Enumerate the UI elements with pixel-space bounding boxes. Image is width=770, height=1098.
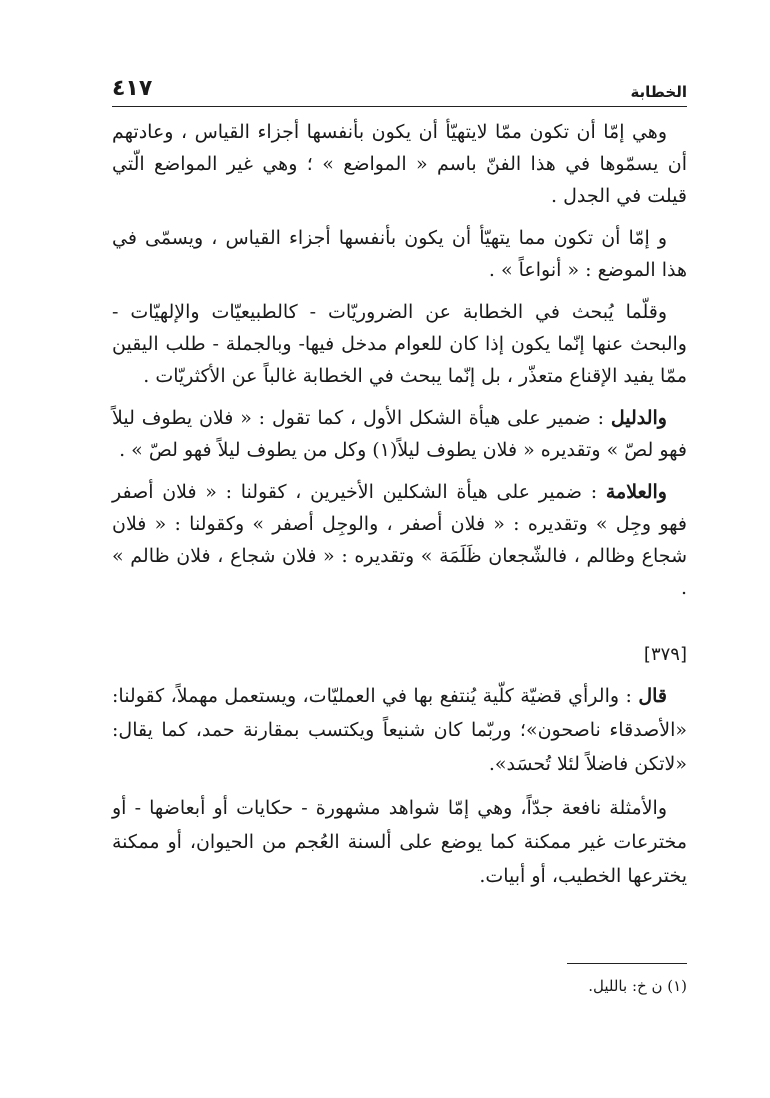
section-paragraph-2	[112, 791, 687, 893]
paragraph-alama	[112, 476, 687, 604]
paragraph-text: و إمّا أن تكون مما يتهيّأ أن يكون بأنفسها أجزاء القياس ، ويسمّى في هذا الموضع : « أنواعاً » .	[112, 227, 687, 281]
paragraph-text: وهي إمّا أن تكون ممّا لايتهيّأ أن يكون بأنفسها أجزاء القياس ، وعادتهم أن يسمّوها في هذا الفنّ باسم « المواضع » ؛ وهي غير المواضع الّتي قيلت في الجدل .	[112, 121, 687, 207]
page-number: ٤١٧	[112, 76, 153, 101]
section-number: [٣٧٩]	[643, 644, 687, 665]
paragraph-1	[112, 116, 687, 212]
paragraph-text: : والرأي قضيّة كلّية يُنتفع بها في العمليّات، ويستعمل مهملاً، كقولنا: «الأصدقاء ناصحون»؛ وربّما كان شنيعاً ويكتسب بمقارنة حمد، كما يقال: «لاتكن فاضلاً لئلا تُحسَد».	[112, 685, 687, 775]
section-paragraph-1	[112, 679, 687, 781]
paragraph-2	[112, 222, 687, 286]
paragraph-dalil	[112, 402, 687, 466]
paragraph-text: : ضمير على هيأة الشكل الأول ، كما تقول : « فلان يطوف ليلاً فهو لصّ » وتقديره « فلان يطوف ليلاً(١) وكل من يطوف ليلاً فهو لصّ » .	[112, 407, 687, 461]
paragraph-text: وقلّما يُبحث في الخطابة عن الضروريّات - كالطبيعيّات والإلهيّات - والبحث عنها إنّما يكون إذا كان للعوام مدخل فيها- وبالجملة - طلب اليقين ممّا يفيد الإقناع متعذّر ، بل إنّما يبحث في الخطابة غالباً عن الأكثريّات .	[112, 301, 687, 387]
term-alama: والعلامة	[605, 481, 667, 503]
body-text	[112, 116, 687, 903]
paragraph-text: : ضمير على هيأة الشكلين الأخيرين ، كقولنا : « فلان أصفر فهو وجِل » وتقديره : « فلان أصفر ، والوجِل أصفر » وكقولنا : « فلان شجاع وظالم ، فالشّجعان ظَلَمَة » وتقديره : « فلان شجاع ، فلان ظالم » .	[112, 481, 687, 599]
term-dalil: والدليل	[610, 407, 667, 429]
paragraph-3	[112, 296, 687, 392]
paragraph-text: والأمثلة نافعة جدّاً، وهي إمّا شواهد مشهورة - حكايات أو أبعاضها - أو مخترعات غير ممكنة كما يوضع على ألسنة العُجم من الحيوان، أو ممكنة يخترعها الخطيب، أو أبيات.	[112, 797, 687, 887]
term-qala: قال	[638, 685, 667, 707]
footnote: (١) ن خ: بالليل.	[588, 977, 687, 995]
header-rule	[112, 106, 687, 107]
header-title: الخطابة	[630, 83, 687, 101]
footnote-rule	[567, 963, 687, 964]
running-head	[112, 64, 687, 100]
